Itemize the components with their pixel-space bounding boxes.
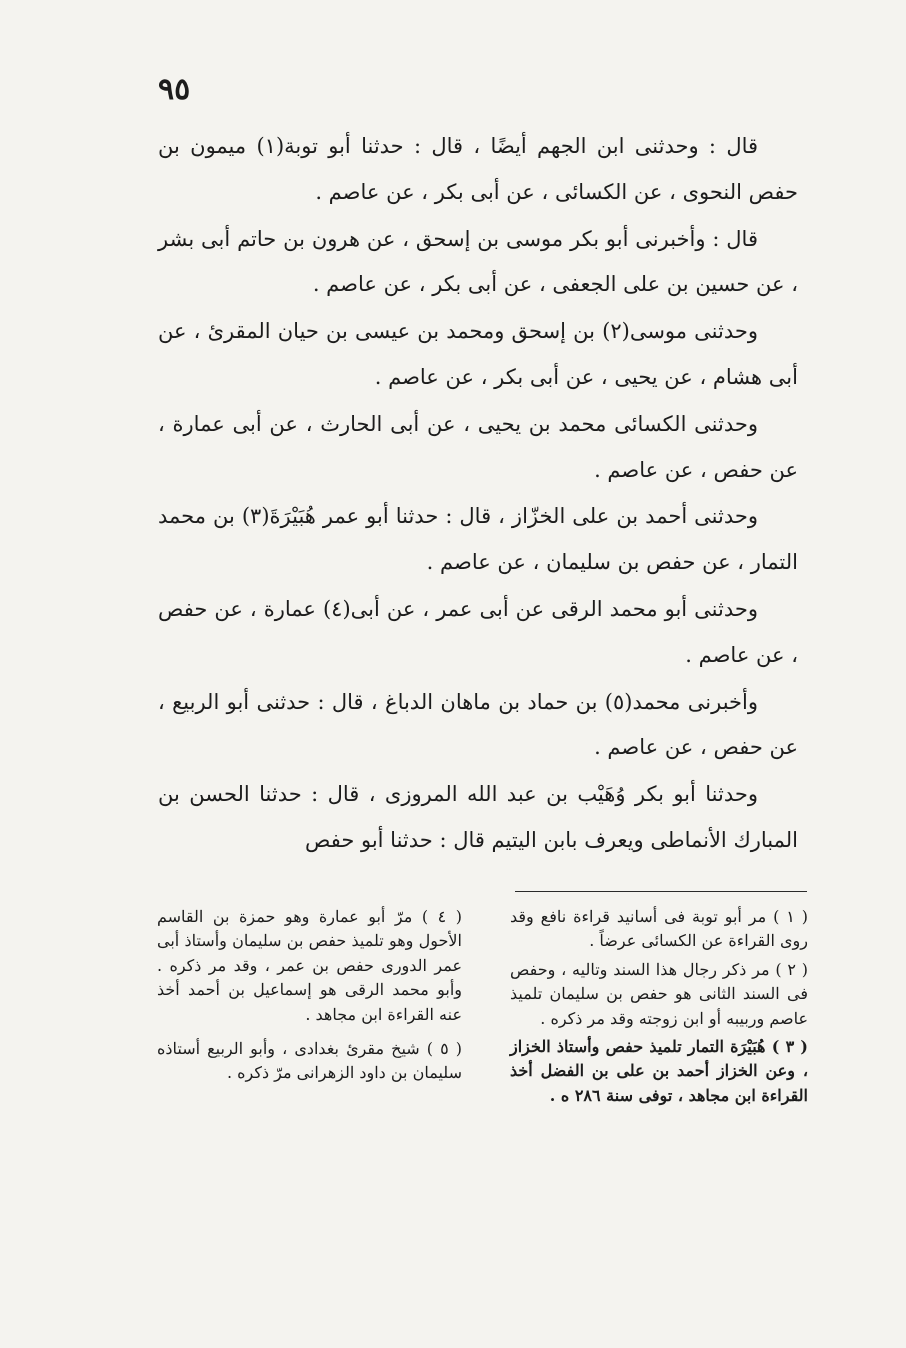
main-text-body xyxy=(158,124,798,865)
footnotes-right-column xyxy=(510,905,808,1112)
footnote-2: ( ٢ ) مر ذكر رجال هذا السند وتاليه ، وحفص فى السند الثانى هو حفص بن سليمان تلميذ عاصم وربيبه أو ابن زوجته وقد مر ذكره . xyxy=(510,959,809,1028)
footnote-5: ( ٥ ) شيخ مقرئ بغدادى ، وأبو الربيع أستاذه سليمان بن داود الزهرانى مرّ ذكره . xyxy=(157,1039,463,1083)
paragraph: وحدثنى أبو محمد الرقى عن أبى عمر ، عن أبى(٤) عمارة ، عن حفص ، عن عاصم . xyxy=(158,596,798,667)
footnote-4: ( ٤ ) مرّ أبو عمارة وهو حمزة بن القاسم الأحول وهو تلميذ حفص بن سليمان وأستاذ أبى عمر الدورى حفص بن عمر ، وقد مر ذكره . وأبو محمد الرقى هو إسماعيل بن أحمد أخذ عنه القراءة ابن مجاهد . xyxy=(157,907,463,1024)
page-number: ٩٥ xyxy=(158,72,191,107)
footnote-3: ( ٣ ) هُبَيْرَة التمار تلميذ حفص وأستاذ الخزاز ، وعن الخزاز أحمد بن على بن الفضل أخذ القراءة ابن مجاهد ، توفى سنة ٢٨٦ ه . xyxy=(510,1037,809,1105)
paragraph: قال : وحدثنى ابن الجهم أيضًا ، قال : حدثنا أبو توبة(١) ميمون بن حفص النحوى ، عن الكسائى ، عن أبى بكر ، عن عاصم . xyxy=(158,134,798,204)
footnote-divider xyxy=(515,891,807,892)
paragraph: وحدثنى أحمد بن على الخزّاز ، قال : حدثنا أبو عمر هُبَيْرَةَ(٣) بن محمد التمار ، عن حفص بن سليمان ، عن عاصم . xyxy=(158,504,798,575)
paragraph: وحدثنا أبو بكر وُهَيْب بن عبد الله المروزى ، قال : حدثنا الحسن بن المبارك الأنماطى ويعرف بابن اليتيم قال : حدثنا أبو حفص xyxy=(158,782,798,852)
footnote-1: ( ١ ) مر أبو توبة فى أسانيد قراءة نافع وقد روى القراءة عن الكسائى عرضاً . xyxy=(510,907,809,951)
paragraph: وحدثنى موسى(٢) بن إسحق ومحمد بن عيسى بن حيان المقرئ ، عن أبى هشام ، عن يحيى ، عن أبى بكر ، عن عاصم . xyxy=(158,319,798,389)
footnotes-left-column xyxy=(157,905,462,1090)
paragraph: قال : وأخبرنى أبو بكر موسى بن إسحق ، عن هرون بن حاتم أبى بشر ، عن حسين بن على الجعفى ، عن أبى بكر ، عن عاصم . xyxy=(158,226,798,297)
paragraph: وأخبرنى محمد(٥) بن حماد بن ماهان الدباغ ، قال : حدثنى أبو الربيع ، عن حفص ، عن عاصم . xyxy=(158,689,798,760)
paragraph: وحدثنى الكسائى محمد بن يحيى ، عن أبى الحارث ، عن أبى عمارة ، عن حفص ، عن عاصم . xyxy=(158,411,798,482)
